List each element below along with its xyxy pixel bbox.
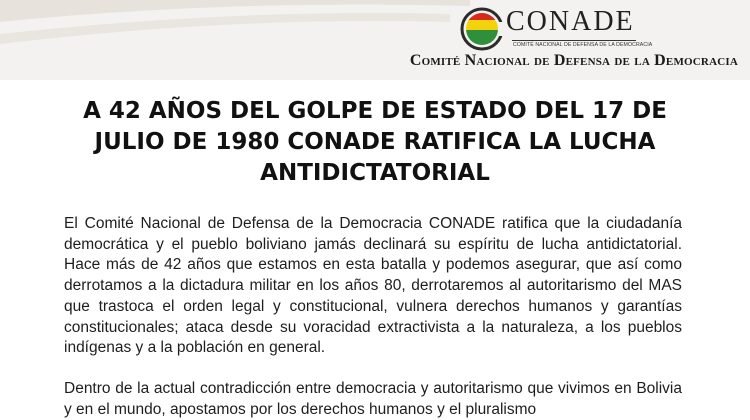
logo-subtitle: COMITÉ NACIONAL DE DEFENSA DE LA DEMOCRACIA xyxy=(513,42,653,48)
body-paragraph: El Comité Nacional de Defensa de la Democracia CONADE ratifica que la ciudadanía democrática y el pueblo boliviano jamás declinará su espíritu de lucha antidictatorial. Hace más de 42 años que estamos en esta batalla y podemos asegurar, que así como derrotamos a la dictadura militar en los años 80, derrotaremos al autoritarismo del MAS que trastoca el orden legal y constitucional, vulnera derechos humanos y garantías constitucionales; ataca desde su voracidad extractivista a la naturaleza, a los pueblos indígenas y a la población en general. xyxy=(64,215,682,357)
body-paragraph: Dentro de la actual contradicción entre democracia y autoritarismo que vivimos en Bolivia y en el mundo, apostamos por los derechos humanos y el pluralismo xyxy=(64,380,682,418)
document-title: A 42 AÑOS DEL GOLPE DE ESTADO DEL 17 DE JULIO DE 1980 CONADE RATIFICA LA LUCHA ANTIDICTATORIAL xyxy=(83,98,667,186)
organization-name: Comité Nacional de Defensa de la Democracia xyxy=(409,52,738,69)
logo-divider xyxy=(512,40,636,41)
letterhead-header xyxy=(0,0,750,80)
logo-wordmark: CONADE xyxy=(506,6,635,37)
